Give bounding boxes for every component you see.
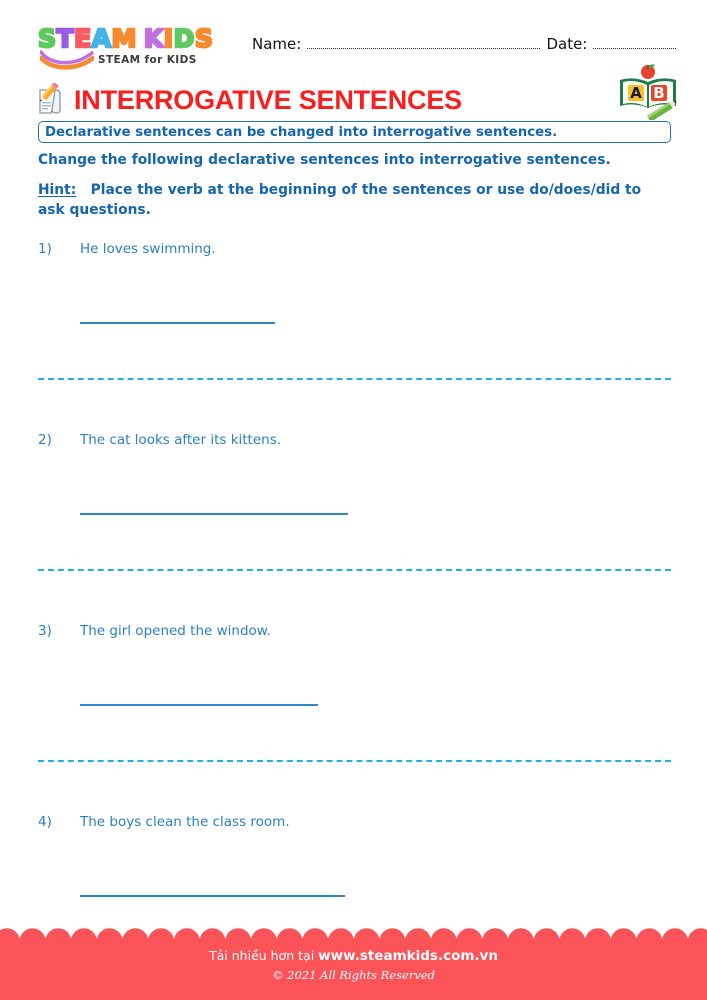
- logo-letter-m-4: M: [111, 24, 137, 53]
- footer-website-line: [0, 946, 707, 966]
- steam-kids-logo: [38, 26, 238, 72]
- question-item: [38, 623, 678, 639]
- footer-copyright: © 2021 All Rights Reserved: [271, 968, 435, 982]
- answer-line[interactable]: [80, 322, 275, 324]
- footer-url[interactable]: www.steamkids.com.vn: [318, 948, 498, 964]
- answer-line[interactable]: [80, 513, 348, 515]
- scallop-shape: [0, 928, 707, 940]
- date-input[interactable]: [593, 47, 676, 49]
- answer-line[interactable]: [80, 704, 318, 706]
- question-row: [38, 623, 678, 639]
- question-item: [38, 814, 678, 830]
- question-row: [38, 432, 678, 448]
- question-sentence: The girl opened the window.: [80, 623, 271, 639]
- question-row: [38, 241, 678, 257]
- hint-block: [38, 180, 668, 220]
- question-sentence: The boys clean the class room.: [80, 814, 290, 830]
- logo-letter-d-7: D: [173, 24, 195, 53]
- hint-spacer: [81, 182, 91, 198]
- logo-letter-k-5: K: [143, 24, 164, 53]
- date-label: Date:: [546, 35, 588, 53]
- hint-text: Place the verb at the beginning of the sentences or use do/does/did to ask questions.: [38, 182, 642, 218]
- logo-tagline: STEAM for KIDS: [98, 54, 197, 66]
- question-item: [38, 241, 678, 257]
- title-row: [32, 80, 672, 120]
- question-number: 3): [38, 623, 52, 639]
- footer-text-block: [0, 946, 707, 984]
- logo-letter-a-3: A: [91, 24, 112, 53]
- question-sentence: He loves swimming.: [80, 241, 216, 257]
- name-date-row: [252, 35, 682, 59]
- question-row: [38, 814, 678, 830]
- logo-letter-t-1: T: [56, 24, 75, 53]
- page-header: [0, 0, 707, 74]
- logo-letter-e-2: E: [74, 24, 92, 53]
- scallop-edge-decoration: [0, 927, 707, 940]
- section-divider: [38, 760, 671, 762]
- section-divider: [38, 378, 671, 380]
- name-input[interactable]: [307, 47, 540, 49]
- question-number: 1): [38, 241, 52, 257]
- name-label: Name:: [252, 35, 302, 53]
- footer-prefix: Tải nhiều hơn tại: [209, 948, 319, 963]
- logo-letter-i-6: I: [163, 24, 174, 53]
- declarative-note-box: [38, 121, 671, 143]
- declarative-note-text: Declarative sentences can be changed into interrogative sentences.: [45, 124, 558, 140]
- logo-swoosh-icon: [40, 48, 94, 70]
- section-divider: [38, 569, 671, 571]
- svg-text:A: A: [630, 84, 642, 102]
- logo-letter-s-0: S: [38, 24, 57, 53]
- question-sentence: The cat looks after its kittens.: [80, 432, 282, 448]
- page-footer: [0, 938, 707, 1000]
- task-instruction: Change the following declarative sentences into interrogative sentences.: [38, 152, 611, 168]
- svg-text:B: B: [653, 84, 665, 102]
- question-number: 2): [38, 432, 52, 448]
- logo-letter-s-8: S: [194, 24, 214, 53]
- page-title: INTERROGATIVE SENTENCES: [74, 84, 462, 115]
- question-item: [38, 432, 678, 448]
- abc-book-icon: [617, 64, 679, 120]
- hint-label: Hint:: [38, 182, 77, 198]
- pencil-paper-icon: [32, 83, 66, 117]
- question-number: 4): [38, 814, 52, 830]
- answer-line[interactable]: [80, 895, 345, 897]
